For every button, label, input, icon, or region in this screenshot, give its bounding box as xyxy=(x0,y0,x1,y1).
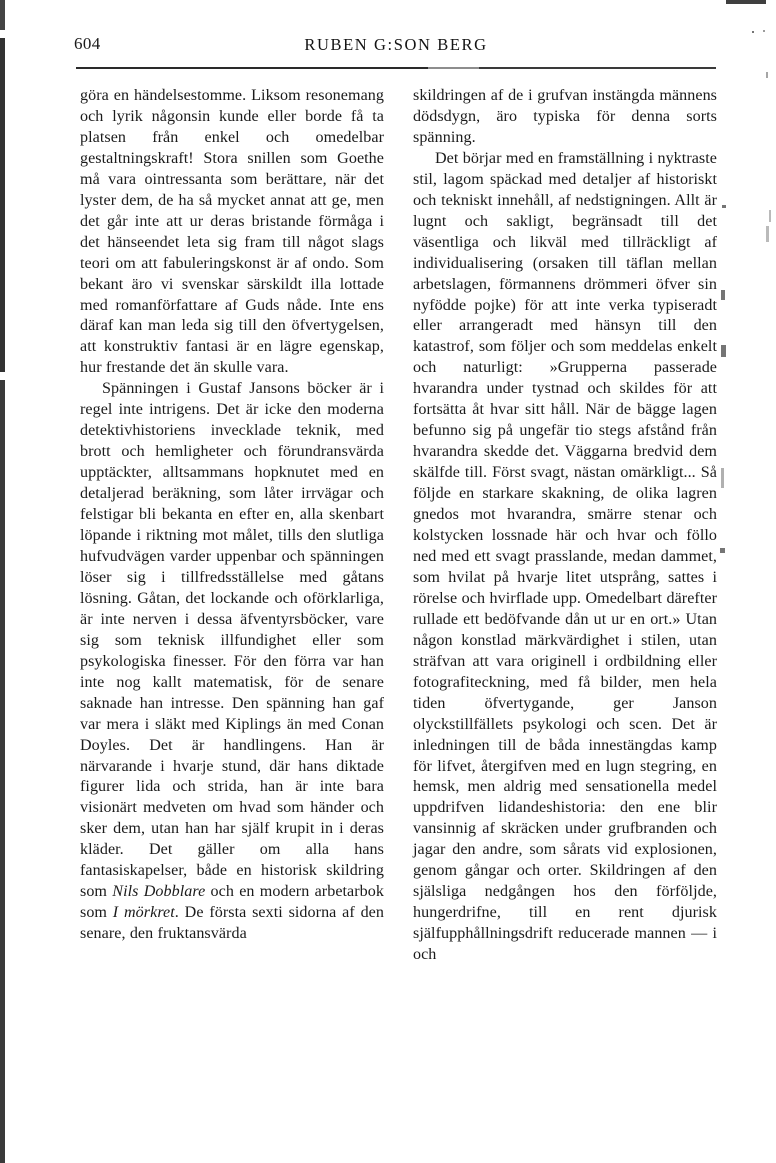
scan-edge-artifact-left xyxy=(0,0,5,1163)
paragraph-text-segment: . De första sexti sidorna af den senare, den fruktansvärda xyxy=(80,904,384,943)
column-container xyxy=(80,86,718,966)
header-rule xyxy=(76,67,716,69)
book-title-nils-dobblare: Nils Dobblare xyxy=(112,883,206,901)
paragraph-continued: göra en händelsestomme. Liksom resonemang och lyrik någonsin kunde eller borde få ta platsen från enkel och omedelbar gestaltningskraft! Stora snillen som Goethe må vara ointressanta som berättare, när det lyster dem, de ha så mycket annat att ge, men det går inte att ur deras bristande förmåga i det hänseendet leta sig fram till något slags teori om att fabuleringskonst är af ondo. Som bekant äro vi svenskar särskildt illa lottade med romanförfattare af Guds nåde. Inte ens däraf kan man leda sig till den öfvertygelsen, att konstruktiv fantasi är en lägre egenskap, hur frestande det än skulle vara. xyxy=(80,87,384,377)
column-left xyxy=(80,86,384,966)
running-head xyxy=(74,34,718,58)
scan-speck xyxy=(766,72,768,78)
paragraph-text-segment: Spänningen i Gustaf Jansons böcker är i regel inte intrigens. Det är icke den moderna detektivhistoriens invecklade teknik, med brott och hemligheter och förundransvärda upptäckter, alltsammans hopknutet med en detaljerad beräkning, som låter irrvägar och felstigar bli bekanta en efter en, alla skenbart löpande i riktning mot målet, tills den slutliga hufvudvägen varder uppenbar och spänningen löser sig i tillfredsställelse med gåtans lösning. Gåtan, det lockande och oförklarliga, är inte nerven i dessa äfventyrsböcker, vare sig som teknisk illfundighet eller som psykologiska finesser. För den förra var han inte nog kallt matematisk, för de senare saknade han intresse. Den spänning han gaf var mera i släkt med Kiplings än med Conan Doyles. Det är handlingens. Han är närvarande i hvarje stund, där hans diktade figurer lida och strida, han är inte bara visionärt medveten om hvad som händer och sker dem, utan han har själf krupit in i deras kläder. Det gäller om alla hans fantasiskapelser, både en historisk skildring som xyxy=(80,380,384,901)
paragraph: Det börjar med en framställning i nyktraste stil, lagom späckad med detaljer af historiskt och tekniskt innehåll, af nedstigningen. Allt är lugnt och sakligt, begränsadt till det väsentliga och likväl med tillräckligt af individualisering (orsaken till täflan mellan arbetslagen, förmannens drömmeri öfver sin nyfödde pojke) för att inte verka typiseradt eller arrangeradt med hänsyn till den katastrof, som följer och som meddelas enkelt och naturligt: »Grupperna passerade hvarandra under tystnad och skildes för att fortsätta åt hvar sitt håll. När de bägge lagen befunno sig på ungefär tio stegs afstånd från hvarandra skedde det. Väggarna bredvid dem skälfde till. Först svagt, nästan omärkligt... Så följde en starkare skakning, de olika lagren gnedos mot hvarandra, smärre stenar och kolstycken lossnade här och hvar och föllo ned med ett svagt prasslande, medan dammet, som hvilat på hvarje litet utsprång, sattes i rörelse och hvirflade upp. Omedelbart därefter rullade ett bedöfvande dån ut ur en ort.» Utan någon konstlad märkvärdighet i stilen, utan sträfvan att vara originell i ordbildning eller fotografiteckning, med få bilder, men hela tiden öfvertygande, ger Janson olyckstillfällets psykologi och scen. Det är inledningen till de båda innestängdas kamp för lifvet, återgifven med en lugn stegring, en hemsk, men aldrig med sensationella medel uppdrifven lidandeshistoria: den ene blir vansinnig af skräcken under grufbranden och jagar den andre, som sårats vid explosionen, genom gångar och orter. Skildringen af den själsliga nedgången hos den förföljde, hungerdrifne, till en rent djurisk själfupphållningsdrift reducerade mannen — i och xyxy=(413,149,717,964)
book-title-i-morkret: I mörkret xyxy=(112,904,175,922)
page-folio-number: 604 xyxy=(74,34,101,53)
scan-speck xyxy=(721,290,725,300)
paragraph-text-segment: och en modern arbetarbok som xyxy=(80,883,384,922)
column-right xyxy=(413,86,717,966)
scan-speck xyxy=(720,548,725,553)
paragraph xyxy=(80,379,384,945)
scan-speck xyxy=(766,226,769,242)
scan-speck xyxy=(721,345,726,357)
scan-speck xyxy=(721,468,724,488)
running-title: RUBEN G:SON BERG xyxy=(304,35,488,54)
scan-speck xyxy=(769,210,771,222)
paragraph-continued: skildringen af de i grufvan instängda männens dödsdygn, äro typiska för denna sorts spänning. xyxy=(413,87,717,146)
scan-speck xyxy=(752,31,754,33)
scan-edge-artifact-top xyxy=(726,0,766,4)
scan-speck xyxy=(763,30,765,32)
scan-speck xyxy=(722,205,726,208)
